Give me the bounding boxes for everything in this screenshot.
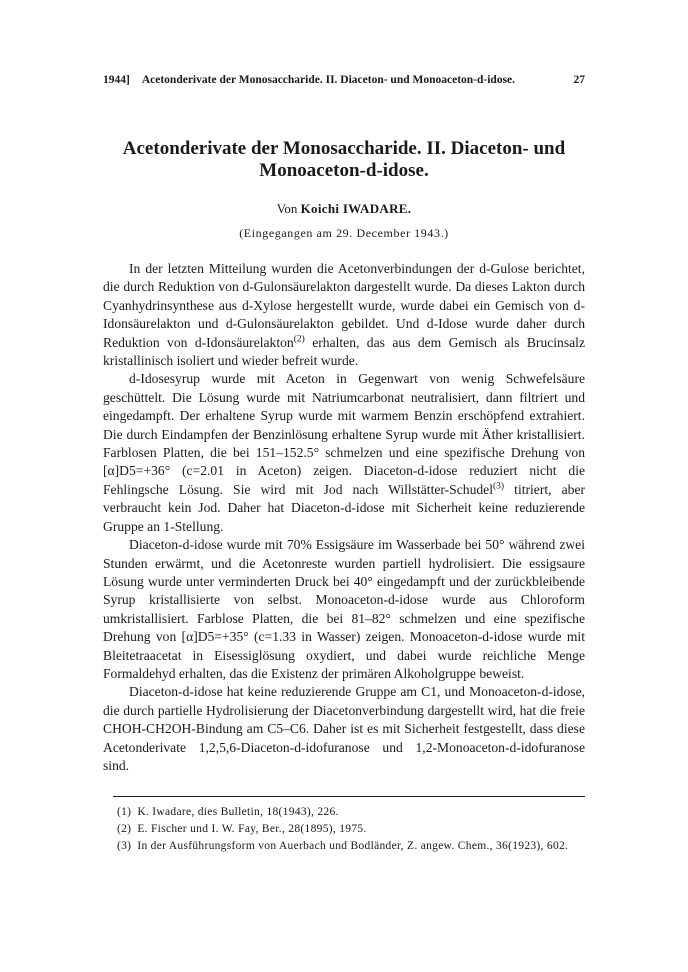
footnote-3 bbox=[103, 838, 585, 855]
reference-2: (2) bbox=[293, 334, 305, 345]
footnote-1-text: K. Iwadare, dies Bulletin, 18(1943), 226. bbox=[137, 806, 339, 818]
title-line-1: Acetonderivate der Monosaccharide. II. Diaceton- und bbox=[122, 138, 566, 159]
footnote-2-number: (2) bbox=[117, 822, 132, 835]
footnote-1 bbox=[103, 804, 585, 821]
article-title bbox=[103, 138, 585, 182]
author-line bbox=[103, 201, 585, 217]
footnote-3-number: (3) bbox=[117, 839, 132, 852]
reference-3: (3) bbox=[492, 481, 505, 492]
paragraph-2-end: titriert, aber verbraucht kein Jod. Daher hat Diaceton-d-idose mit Sicherheit keine reduzierende Gruppe an 1-Stellung. bbox=[103, 481, 585, 534]
footnotes bbox=[103, 804, 585, 854]
footnote-1-number: (1) bbox=[117, 806, 132, 818]
footnote-2-text: E. Fischer und I. W. Fay, Ber., 28(1895), 1975. bbox=[137, 822, 367, 835]
author-name: Koichi IWADARE. bbox=[300, 201, 412, 216]
running-head bbox=[103, 74, 585, 86]
author-prefix: Von bbox=[276, 201, 298, 216]
footnote-divider bbox=[113, 796, 585, 797]
page-number: 27 bbox=[573, 74, 585, 86]
running-head-year: 1944] bbox=[103, 74, 130, 86]
paragraph-4: Diaceton-d-idose hat keine reduzierende Gruppe am C1, und Monoaceton-d-idose, die durch partielle Hydrolisierung der Diacetonverbindung dargestellt wird, hat die freie CHOH-CH2OH-Bindung am C5–C6. Daher ist es mit Sicherheit festgestellt, dass diese Acetonderivate 1,2,5,6-Diaceton-d-idofuranose und 1,2-Monoaceton-d-idofuranose sind. bbox=[103, 684, 585, 773]
running-head-title: Acetonderivate der Monosaccharide. II. Diaceton- und Monoaceton-d-idose. bbox=[141, 74, 516, 86]
paragraph-2 bbox=[103, 370, 585, 536]
paragraph-2-text: d-Idosesyrup wurde mit Aceton in Gegenwart von wenig Schwefelsäure geschüttelt. Die Lösung wurde mit Natriumcarbonat neutralisiert, dann filtriert und eingedampft. Der erhaltene Syrup wurde mit warmem Benzin erschöpfend extrahiert. Die durch Eindampfen der Benzinlösung erhaltene Syrup wurde mit Äther kristallisiert. Farblosen Platten, die bei 151–152.5° schmelzen und eine spezifische Drehung von [α]D5=+36° (c=2.01 in Aceton) zeigen. Diaceton-d-idose reduziert nicht die Fehlingsche Lösung. Sie wird mit Jod nach Willstätter-Schudel bbox=[103, 371, 585, 497]
received-date: (Eingegangen am 29. December 1943.) bbox=[239, 226, 449, 240]
title-line-2: Monoaceton-d-idose. bbox=[259, 160, 429, 181]
paragraph-1 bbox=[103, 260, 585, 370]
footnote-3-text: In der Ausführungsform von Auerbach und Bodländer, Z. angew. Chem., 36(1923), 602. bbox=[137, 839, 569, 852]
footnote-2 bbox=[103, 821, 585, 838]
paragraph-1-text: In der letzten Mitteilung wurden die Acetonverbindungen der d-Gulose berichtet, die durch Reduktion von d-Gulonsäurelakton dargestellt wurde. Da dieses Lakton durch Cyanhydrinsynthese aus d-Xylose hergestellt wurde, wurde dabei ein Gemisch von d-Idonsäurelakton und d-Gulonsäurelakton gebildet. Und d-Idose wurde daher durch Reduktion von d-Idonsäurelakton bbox=[103, 261, 585, 350]
paragraph-3: Diaceton-d-idose wurde mit 70% Essigsäure im Wasserbade bei 50° während zwei Stunden erwärmt, und die Acetonreste wurden partiell hydrolisiert. Die essigsaure Lösung wurde unter verminderten Druck bei 40° eingedampft und der zurückbleibende Syrup kristallisierte von selbst. Monoaceton-d-idose wurde aus Chloroform umkristallisiert. Farblose Platten, die bei 81–82° schmelzen und eine spezifische Drehung von [α]D5=+35° (c=1.33 in Wasser) zeigen. Monoaceton-d-idose wurde mit Bleitetraacetat in Eisessiglösung oxydiert, und dabei wurde reichliche Menge Formaldehyd erhalten, das die Existenz der primären Alkoholgruppe beweist. bbox=[103, 537, 585, 681]
article-body bbox=[103, 260, 585, 775]
paragraph-1-end: erhalten, das aus dem Gemisch als Brucinsalz kristallinisch isoliert und wieder befreit wurde. bbox=[103, 334, 585, 369]
